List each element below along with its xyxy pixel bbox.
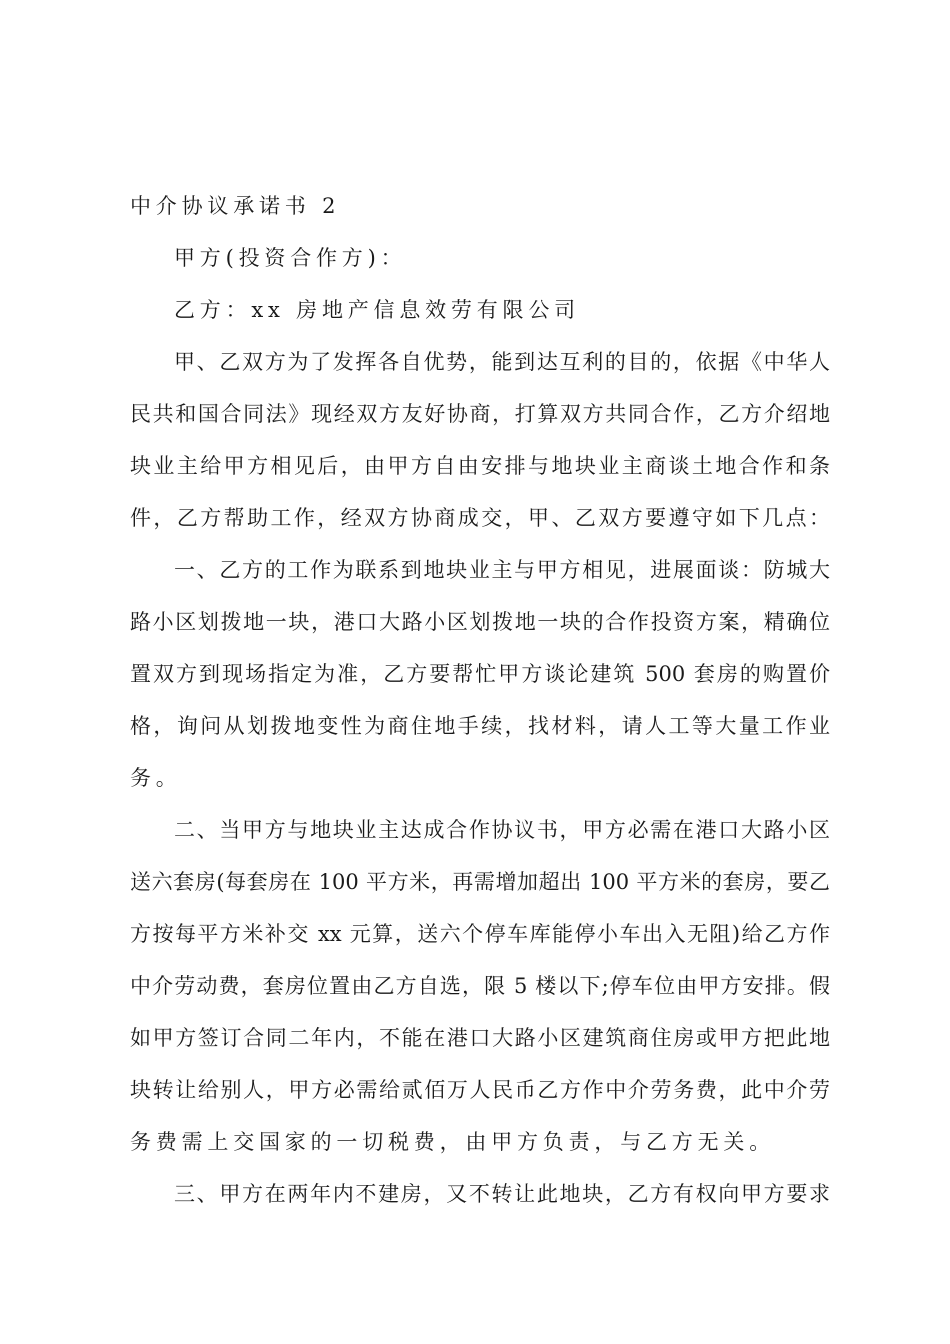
paragraph-2-line-1: 一、乙方的工作为联系到地块业主与甲方相见，进展面谈：防城大 [174, 558, 830, 582]
paragraph-4-line-1: 三、甲方在两年内不建房，又不转让此地块，乙方有权向甲方要求 [174, 1182, 830, 1206]
paragraph-1-line-2: 民共和国合同法》现经双方友好协商，打算双方共同合作，乙方介绍地 [130, 402, 830, 426]
paragraph-3-line-1: 二、当甲方与地块业主达成合作协议书，甲方必需在港口大路小区 [174, 818, 830, 842]
paragraph-2-line-3: 置双方到现场指定为准，乙方要帮忙甲方谈论建筑 500 套房的购置价 [130, 662, 830, 686]
paragraph-2-line-4: 格，询问从划拨地变性为商住地手续，找材料，请人工等大量工作业 [130, 714, 830, 738]
paragraph-1-line-3: 块业主给甲方相见后，由甲方自由安排与地块业主商谈土地合作和条 [130, 454, 830, 478]
party-a-line: 甲方(投资合作方)： [174, 246, 407, 270]
paragraph-3-line-3: 方按每平方米补交 xx 元算，送六个停车库能停小车出入无阻)给乙方作 [130, 922, 830, 946]
paragraph-1-line-1: 甲、乙双方为了发挥各自优势，能到达互利的目的，依据《中华人 [174, 350, 830, 374]
paragraph-3-line-6: 块转让给别人，甲方必需给贰佰万人民币乙方作中介劳务费，此中介劳 [130, 1078, 830, 1102]
paragraph-3-line-2: 送六套房(每套房在 100 平方米，再需增加超出 100 平方米的套房，要乙 [130, 870, 830, 894]
document-title: 中介协议承诺书 2 [130, 194, 341, 218]
paragraph-2-line-5: 务。 [130, 766, 182, 790]
party-b-line: 乙方：xx 房地产信息效劳有限公司 [174, 298, 580, 322]
paragraph-2-line-2: 路小区划拨地一块，港口大路小区划拨地一块的合作投资方案，精确位 [130, 610, 830, 634]
paragraph-3-line-4: 中介劳动费，套房位置由乙方自选，限 5 楼以下;停车位由甲方安排。假 [130, 974, 830, 998]
paragraph-3-line-5: 如甲方签订合同二年内，不能在港口大路小区建筑商住房或甲方把此地 [130, 1026, 830, 1050]
paragraph-3-line-7: 务费需上交国家的一切税费，由甲方负责，与乙方无关。 [130, 1130, 775, 1154]
paragraph-1-line-4: 件，乙方帮助工作，经双方协商成交，甲、乙双方要遵守如下几点： [130, 506, 830, 530]
